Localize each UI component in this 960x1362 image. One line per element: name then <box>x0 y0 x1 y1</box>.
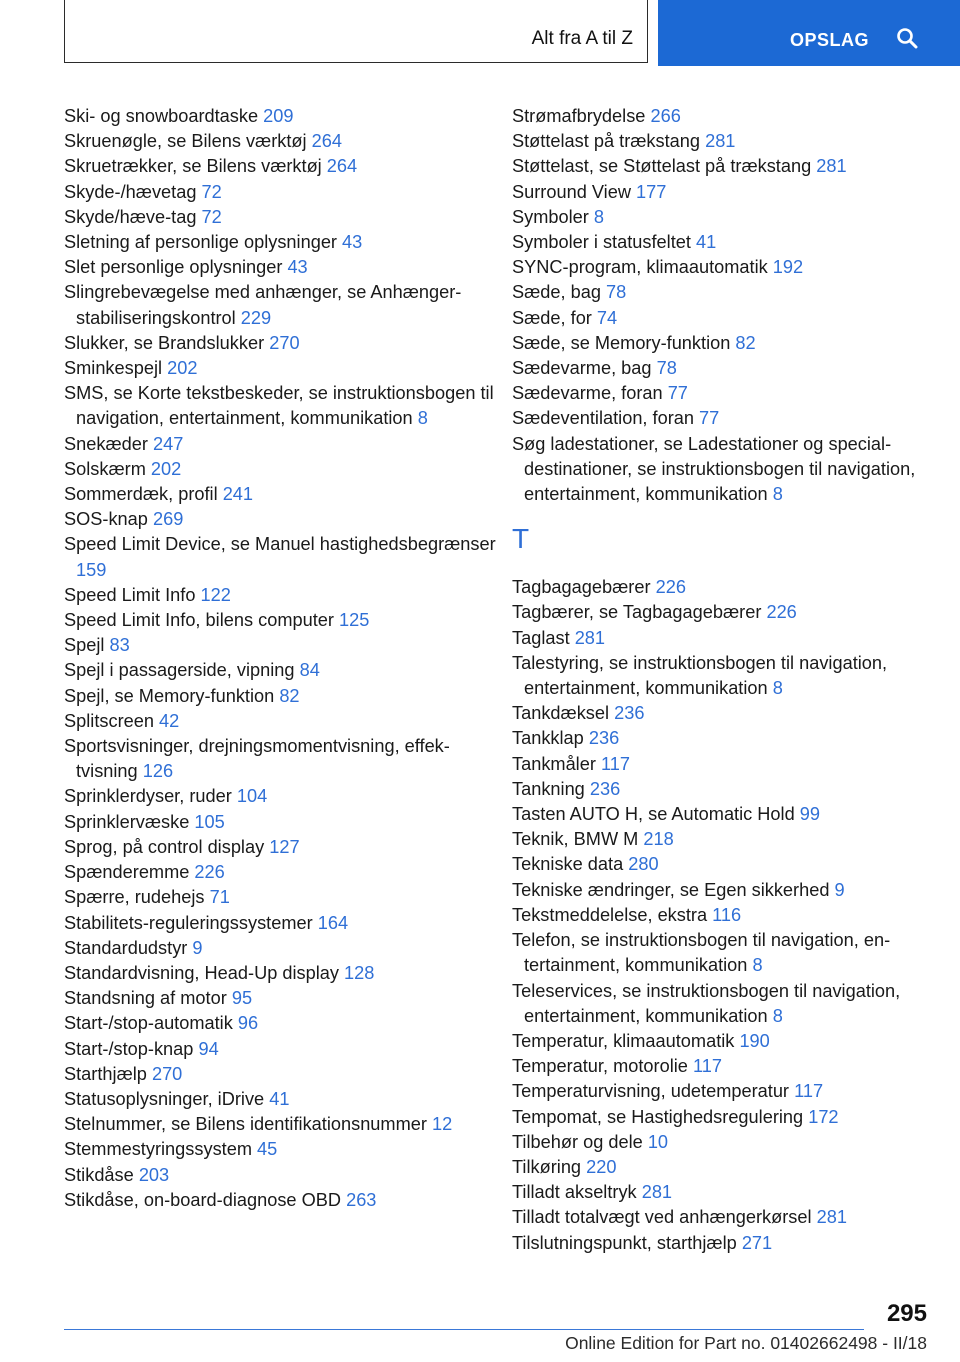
page-link[interactable]: 192 <box>772 257 804 278</box>
footer-divider <box>64 1329 864 1330</box>
page-link[interactable]: 42 <box>159 710 180 731</box>
page-link[interactable]: 172 <box>808 1106 839 1127</box>
entry-term: Sletning af personlige oplysninger <box>64 232 343 253</box>
page-link[interactable]: 229 <box>240 307 272 328</box>
entry-term: Tagbagagebærer <box>512 577 656 598</box>
entry-term: Tankklap <box>512 728 589 749</box>
page-link[interactable]: 8 <box>772 678 783 699</box>
page-link[interactable]: 72 <box>201 206 222 227</box>
page-link[interactable]: 77 <box>667 383 688 404</box>
index-entry <box>64 1062 504 1087</box>
entry-term: Tilbehør og dele <box>512 1131 648 1152</box>
entry-term: Spænderemme <box>64 862 195 883</box>
entry-term: Symboler i statusfeltet <box>512 232 696 253</box>
page-link[interactable]: 280 <box>628 854 659 875</box>
entry-term: Spejl i passagerside, vipning <box>64 660 300 681</box>
index-entry <box>512 1155 932 1180</box>
entry-term: Sæde, se Memory-funktion <box>512 332 736 353</box>
entry-term: Tekniske data <box>512 854 629 875</box>
entry-term: Støttelast på trækstang <box>512 131 706 152</box>
index-entry <box>512 1079 932 1104</box>
page-link[interactable]: 41 <box>695 232 717 253</box>
entry-term: Strømafbrydelse <box>512 106 651 126</box>
page-link[interactable]: 236 <box>614 703 645 724</box>
entry-term: Speed Limit Device, se Manuel hastighedsbegrænser <box>64 534 496 555</box>
entry-term: Teknik, BMW M <box>512 829 644 850</box>
entry-term: Spejl, se Memory-funktion <box>64 685 280 706</box>
page-link[interactable]: 164 <box>317 912 349 933</box>
entry-term: Standardvisning, Head-Up display <box>64 962 345 983</box>
page-link[interactable]: 41 <box>269 1088 290 1109</box>
index-entry <box>64 784 504 809</box>
breadcrumb-tab[interactable] <box>64 0 648 63</box>
index-entry <box>64 860 504 885</box>
page-link[interactable]: 281 <box>641 1182 673 1203</box>
page-link[interactable]: 74 <box>596 307 618 328</box>
index-entry <box>512 381 932 406</box>
entry-term: Start-/stop-knap <box>64 1038 199 1059</box>
index-entry <box>64 1112 504 1137</box>
index-entry <box>64 734 504 784</box>
index-entry <box>512 928 932 978</box>
page-link[interactable]: 269 <box>152 509 184 530</box>
entry-term: Telefon, se instruktionsbogen til navigation, entertainment, kommunikation <box>512 930 891 976</box>
index-entry <box>64 381 504 431</box>
index-entry <box>64 432 504 457</box>
index-entry <box>64 1011 504 1036</box>
index-entry <box>512 280 932 305</box>
entry-term: Tilladt akseltryk <box>512 1182 642 1203</box>
page-link[interactable]: 43 <box>287 257 308 278</box>
index-entry <box>512 600 932 625</box>
index-entry <box>512 1105 932 1130</box>
page-link[interactable]: 78 <box>656 358 677 379</box>
entry-term: Splitscreen <box>64 710 160 731</box>
entry-term: Tankdæksel <box>512 703 615 724</box>
entry-term: Tilladt totalvægt ved anhængerkørsel <box>512 1207 817 1228</box>
page-link[interactable]: 10 <box>647 1131 669 1152</box>
page-link[interactable]: 45 <box>257 1139 278 1160</box>
entry-term: Tankning <box>512 778 590 799</box>
entry-term: Talestyring, se instruktionsbogen til navigation, entertainment, kommunikation <box>512 652 888 699</box>
entry-term: Sprog, på control display <box>64 836 270 857</box>
index-entry <box>64 280 504 330</box>
page-link[interactable]: 8 <box>752 955 763 976</box>
entry-term: Støttelast, se Støttelast på trækstang <box>512 156 817 177</box>
page-link[interactable]: 266 <box>650 106 681 126</box>
entry-term: Stikdåse, on-board-diagnose OBD <box>64 1189 347 1210</box>
entry-term: Sæde, for <box>512 307 597 328</box>
entry-term: Sommerdæk, profil <box>64 484 223 505</box>
top-navigation <box>0 0 960 66</box>
entry-term: Sportsvisninger, drejningsmomentvisning, effektvisning <box>64 736 450 782</box>
entry-term: Skruenøgle, se Bilens værktøj <box>64 131 312 152</box>
index-entry <box>64 961 504 986</box>
entry-term: Sprinklerdyser, ruder <box>64 786 237 807</box>
footer-edition: Online Edition for Part no. 01402662498 - II/18 <box>565 1333 927 1353</box>
letter-heading: T <box>512 523 530 555</box>
index-entry <box>64 658 504 683</box>
page-link[interactable]: 8 <box>593 206 604 227</box>
entry-term: Sædevarme, foran <box>512 383 668 404</box>
index-entry <box>64 1087 504 1112</box>
entry-term: Symboler <box>512 206 594 227</box>
entry-term: Standsning af motor <box>64 988 232 1009</box>
page-link[interactable]: 117 <box>600 753 630 774</box>
page-link[interactable]: 159 <box>76 559 107 580</box>
entry-term: Slukker, se Brandslukker <box>64 332 270 353</box>
page-link[interactable]: 128 <box>344 962 375 983</box>
index-entry <box>512 154 932 179</box>
index-entry <box>64 482 504 507</box>
page-link[interactable]: 94 <box>198 1038 219 1059</box>
index-entry <box>64 129 504 154</box>
index-entry <box>512 255 932 280</box>
page-link[interactable]: 263 <box>346 1189 377 1210</box>
index-entry <box>512 878 932 903</box>
page-link[interactable]: 226 <box>194 862 225 883</box>
page-link[interactable]: 9 <box>834 879 845 900</box>
index-entry <box>512 306 932 331</box>
entry-term: Tekstmeddelelse, ekstra <box>512 904 713 925</box>
page-link[interactable]: 71 <box>209 887 230 908</box>
page-link[interactable]: 105 <box>194 811 225 832</box>
page-link[interactable]: 125 <box>338 610 370 631</box>
index-entry <box>512 205 932 230</box>
page-link[interactable]: 270 <box>269 332 300 353</box>
page-link[interactable]: 226 <box>655 577 686 598</box>
index-entry <box>64 583 504 608</box>
index-entry <box>64 331 504 356</box>
index-entry <box>512 1054 932 1079</box>
index-entry <box>512 432 932 508</box>
page-link[interactable]: 117 <box>794 1081 824 1102</box>
index-entry <box>512 575 932 600</box>
entry-term: Stabilitets-reguleringssystemer <box>64 912 318 933</box>
index-entry <box>64 986 504 1011</box>
index-entry <box>64 205 504 230</box>
page-link[interactable]: 264 <box>311 131 342 152</box>
index-entry <box>512 230 932 255</box>
page-link[interactable]: 83 <box>109 635 130 656</box>
entry-term: Surround View <box>512 181 637 202</box>
index-entry <box>64 1137 504 1162</box>
page-link[interactable]: 281 <box>705 131 736 152</box>
entry-term: Søg ladestationer, se Ladestationer og specialdestinationer, se instruktionsbogen til navigation, entertainment, kommunikation <box>512 433 916 505</box>
page-link[interactable]: 203 <box>138 1164 170 1185</box>
page-number: 295 <box>886 1300 927 1327</box>
index-entry <box>64 810 504 835</box>
entry-term: Speed Limit Info <box>64 584 201 605</box>
index-entry <box>64 936 504 961</box>
index-entry <box>512 626 932 651</box>
page-link[interactable]: 127 <box>269 836 300 857</box>
entry-term: Tekniske ændringer, se Egen sikkerhed <box>512 879 835 900</box>
index-entry <box>512 701 932 726</box>
page-link[interactable]: 218 <box>643 829 674 850</box>
index-entry <box>64 507 504 532</box>
index-entry <box>512 802 932 827</box>
search-label[interactable]: OPSLAG <box>790 30 870 50</box>
page-link[interactable]: 8 <box>772 484 783 505</box>
page-link[interactable]: 122 <box>200 584 231 605</box>
entry-term: SMS, se Korte tekstbeskeder, se instruktionsbogen til navigation, entertainment, kommunikation <box>64 383 494 429</box>
index-entry <box>64 154 504 179</box>
entry-term: Sprinklervæske <box>64 811 195 832</box>
page-link[interactable]: 8 <box>417 408 428 429</box>
index-entry <box>512 1205 932 1230</box>
entry-term: Stemmestyringssystem <box>64 1139 258 1160</box>
index-entry <box>512 331 932 356</box>
index-entry <box>64 709 504 734</box>
entry-term: Sædeventilation, foran <box>512 408 700 429</box>
page-link[interactable]: 8 <box>772 1005 783 1026</box>
page-link[interactable]: 202 <box>167 358 198 379</box>
page-link[interactable]: 281 <box>574 627 606 648</box>
entry-term: Tagbærer, se Tagbagagebærer <box>512 602 767 623</box>
breadcrumb[interactable]: Alt fra A til Z <box>531 28 633 49</box>
page-link[interactable]: 271 <box>741 1232 773 1253</box>
index-entry <box>512 827 932 852</box>
index-entry <box>64 104 504 129</box>
page-link[interactable]: 84 <box>299 660 320 681</box>
index-entry <box>512 406 932 431</box>
index-entry <box>64 1037 504 1062</box>
index-entry <box>64 608 504 633</box>
index-entry <box>64 835 504 860</box>
page-link[interactable]: 104 <box>236 786 268 807</box>
index-column-right <box>512 104 932 1256</box>
index-entry <box>512 979 932 1029</box>
search-icon[interactable] <box>896 27 918 54</box>
page-link[interactable]: 177 <box>636 181 667 202</box>
page-link[interactable]: 190 <box>739 1030 770 1051</box>
entry-term: Slingrebevægelse med anhænger, se Anhænger-stabiliseringskontrol <box>64 282 462 328</box>
page-link[interactable]: 236 <box>588 728 620 749</box>
index-entry <box>512 752 932 777</box>
index-entry <box>64 532 504 582</box>
index-entry <box>64 885 504 910</box>
index-entry <box>512 356 932 381</box>
page-link[interactable]: 281 <box>816 1207 847 1228</box>
page-link[interactable]: 220 <box>586 1156 617 1177</box>
entry-term: Sæde, bag <box>512 282 607 303</box>
index-entry <box>64 356 504 381</box>
entry-term: Tempomat, se Hastighedsregulering <box>512 1106 809 1127</box>
index-entry <box>64 1188 504 1213</box>
entry-term: Tasten AUTO H, se Automatic Hold <box>512 804 800 825</box>
page-link[interactable]: 281 <box>816 156 847 177</box>
page-link[interactable]: 9 <box>192 937 203 958</box>
entry-term: Skruetrækker, se Bilens værktøj <box>64 156 327 177</box>
index-entry <box>512 1180 932 1205</box>
entry-term: Snekæder <box>64 433 153 454</box>
page-link[interactable]: 82 <box>735 332 756 353</box>
entry-term: Temperatur, motorolie <box>512 1056 693 1077</box>
page-link[interactable]: 264 <box>326 156 358 177</box>
page-link[interactable]: 99 <box>799 804 820 825</box>
page-link[interactable]: 72 <box>201 181 222 202</box>
index-entry <box>512 129 932 154</box>
entry-term: Stelnummer, se Bilens identifikationsnummer <box>64 1114 432 1135</box>
index-entry <box>512 104 932 129</box>
entry-term: Tilslutningspunkt, starthjælp <box>512 1232 742 1253</box>
entry-term: Starthjælp <box>64 1063 152 1084</box>
index-entry <box>512 651 932 701</box>
entry-term: Solskærm <box>64 458 151 479</box>
index-entry <box>512 777 932 802</box>
index-entry <box>64 911 504 936</box>
entry-term: Start-/stop-automatik <box>64 1013 238 1034</box>
index-entry <box>64 457 504 482</box>
page-link[interactable]: 117 <box>692 1056 722 1077</box>
index-entry <box>64 255 504 280</box>
page-link[interactable]: 236 <box>589 778 621 799</box>
index-entry <box>64 230 504 255</box>
page-link[interactable]: 226 <box>766 602 797 623</box>
entry-term: Stikdåse <box>64 1164 139 1185</box>
entry-term: Sminkespejl <box>64 358 168 379</box>
entry-term: Spærre, rudehejs <box>64 887 210 908</box>
entry-term: Ski- og snowboardtaske <box>64 106 264 126</box>
index-entry <box>512 1231 932 1256</box>
index-entry <box>64 1163 504 1188</box>
entry-term: SYNC-program, klimaautomatik <box>512 257 773 278</box>
page-link[interactable]: 209 <box>263 106 294 126</box>
entry-term: Speed Limit Info, bilens computer <box>64 610 339 631</box>
entry-term: Temperatur, klimaautomatik <box>512 1030 740 1051</box>
page-link[interactable]: 43 <box>342 232 363 253</box>
page-link[interactable]: 241 <box>222 484 254 505</box>
entry-term: Tankmåler <box>512 753 601 774</box>
index-entry <box>512 852 932 877</box>
page-link[interactable]: 202 <box>150 458 182 479</box>
entry-term: Spejl <box>64 635 110 656</box>
page-link[interactable]: 82 <box>279 685 300 706</box>
index-entry <box>512 726 932 751</box>
entry-term: SOS-knap <box>64 509 153 530</box>
search-button[interactable] <box>658 0 960 66</box>
index-entry <box>64 180 504 205</box>
entry-term: Skyde/hæve-tag <box>64 206 202 227</box>
entry-term: Teleservices, se instruktionsbogen til navigation, entertainment, kommunikation <box>512 980 901 1026</box>
page-link[interactable]: 78 <box>606 282 627 303</box>
page-link[interactable]: 270 <box>151 1063 183 1084</box>
page-link[interactable]: 247 <box>152 433 184 454</box>
entry-term: Tilkøring <box>512 1156 587 1177</box>
index-entry <box>64 633 504 658</box>
page-link[interactable]: 95 <box>231 988 253 1009</box>
entry-term: Statusoplysninger, iDrive <box>64 1088 270 1109</box>
page-link[interactable]: 77 <box>699 408 720 429</box>
page-link[interactable]: 12 <box>431 1114 453 1135</box>
entry-term: Taglast <box>512 627 575 648</box>
index-group-s <box>512 104 932 507</box>
entry-term: Sædevarme, bag <box>512 358 657 379</box>
index-entry <box>512 1130 932 1155</box>
index-group-t <box>512 575 932 1255</box>
page-link[interactable]: 116 <box>712 904 742 925</box>
entry-term: Temperaturvisning, udetemperatur <box>512 1081 795 1102</box>
entry-term: Slet personlige oplysninger <box>64 257 288 278</box>
entry-term: Standardudstyr <box>64 937 193 958</box>
index-entry <box>512 180 932 205</box>
page-link[interactable]: 96 <box>237 1013 259 1034</box>
index-entry <box>512 1029 932 1054</box>
entry-term: Skyde-/hævetag <box>64 181 202 202</box>
index-column-left <box>64 104 504 1213</box>
index-entry <box>512 903 932 928</box>
page-link[interactable]: 126 <box>142 761 174 782</box>
index-entry <box>64 684 504 709</box>
